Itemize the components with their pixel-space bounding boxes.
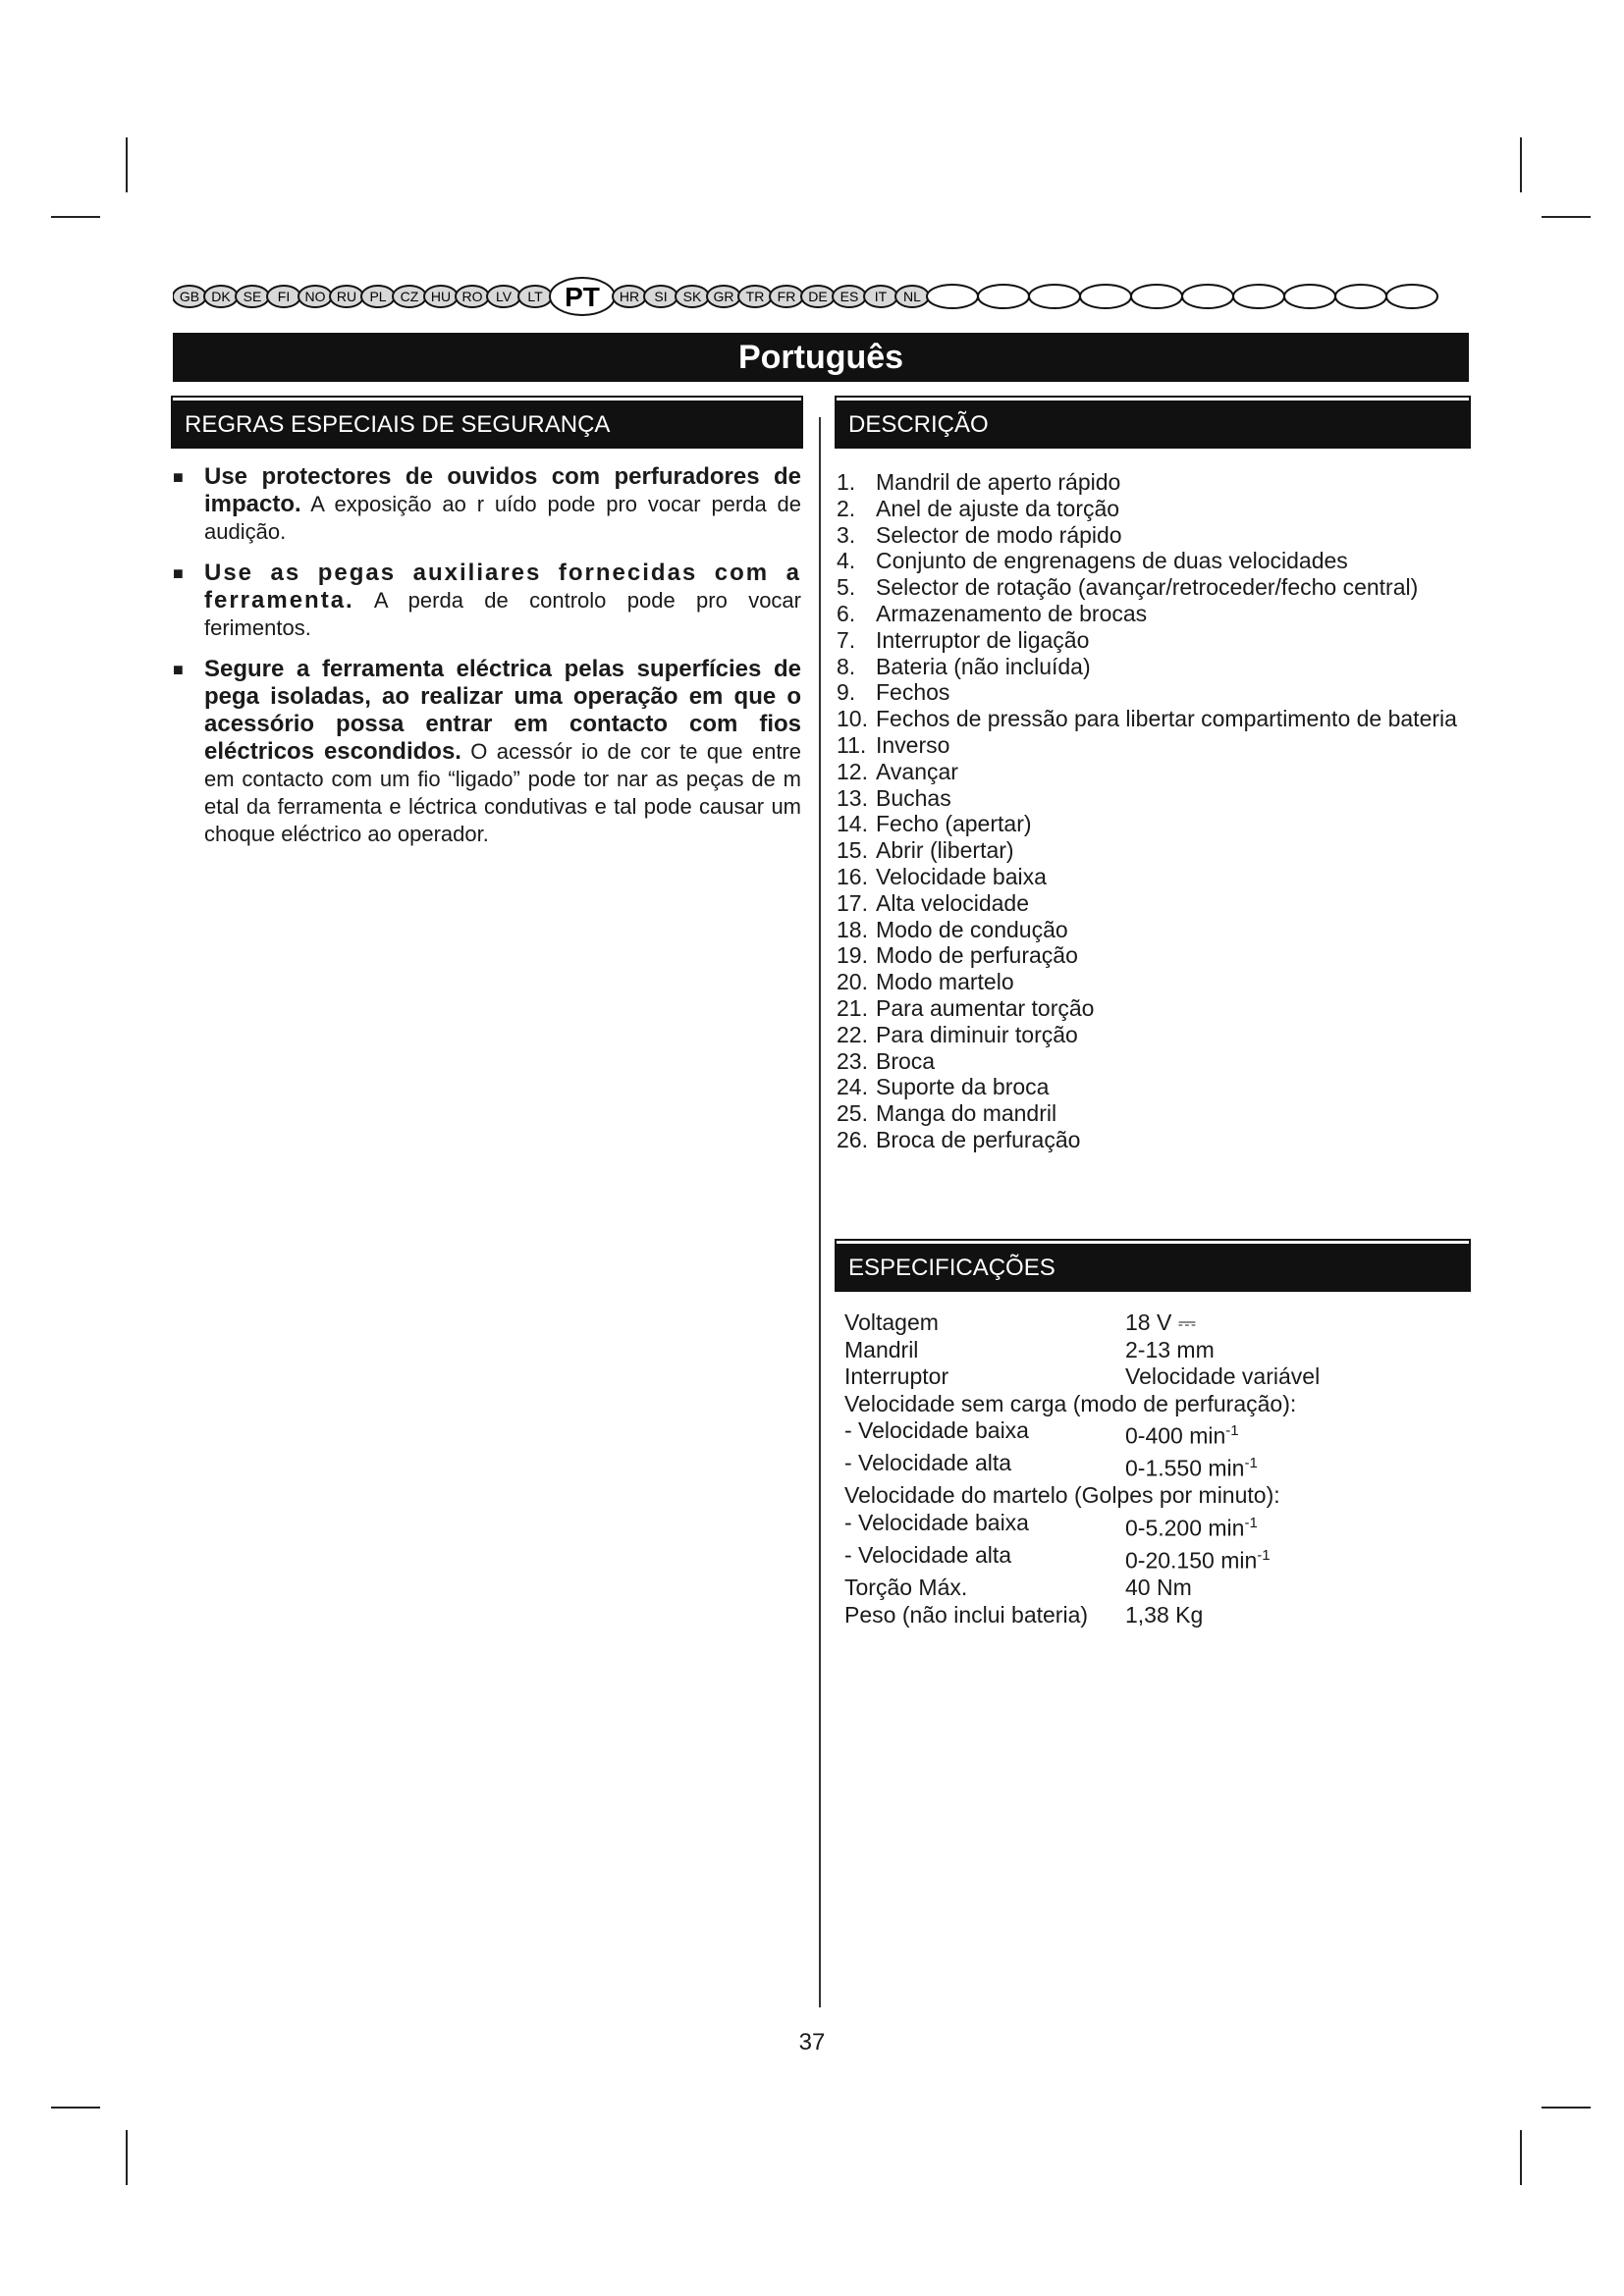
language-tab-empty: [1335, 285, 1386, 308]
spec-row: [844, 1450, 1473, 1482]
spec-row: [844, 1602, 1473, 1629]
spec-row: [844, 1482, 1473, 1510]
crop-mark: [1542, 2107, 1591, 2109]
language-tab-fr: [770, 286, 803, 307]
language-tab-empty: [1131, 285, 1182, 308]
safety-rules: [173, 463, 801, 862]
language-tab-pl: [361, 286, 395, 307]
description-item: [837, 917, 1465, 943]
crop-mark: [126, 2130, 128, 2185]
description-item: [837, 1048, 1465, 1075]
item-number: 11.: [837, 731, 867, 758]
crop-mark: [1520, 2130, 1522, 2185]
item-number: 10.: [837, 706, 868, 732]
item-number: 26.: [837, 1126, 868, 1152]
language-code: LV: [495, 289, 513, 304]
item-text: Velocidade baixa: [876, 863, 1047, 889]
spec-label: Torção Máx.: [844, 1575, 968, 1601]
spec-row: [844, 1542, 1473, 1575]
item-text: Selector de modo rápido: [876, 521, 1122, 548]
spec-value: 0-5.200 $\min^{-1}$: [1125, 1514, 1258, 1541]
spec-value: Velocidade variável: [1125, 1363, 1321, 1389]
description-item: [837, 654, 1465, 680]
language-tab-dk: [204, 286, 238, 307]
description-item: [837, 864, 1465, 890]
language-tab-lv: [487, 286, 520, 307]
language-selector: [173, 277, 1469, 316]
description-item: [837, 1127, 1465, 1153]
language-code: DE: [808, 289, 828, 304]
description-item: [837, 706, 1465, 732]
section-heading-specifications: ESPECIFICAÇÕES: [837, 1241, 1469, 1290]
page-number: 37: [798, 2029, 826, 2056]
item-number: 18.: [837, 916, 868, 942]
column-divider: [819, 417, 821, 2007]
item-text: Inverso: [876, 731, 950, 758]
description-item: [837, 1074, 1465, 1100]
language-tab-empty: [1080, 285, 1131, 308]
language-tab-hu: [424, 286, 458, 307]
language-code: ES: [839, 289, 859, 304]
item-text: Para aumentar torção: [876, 994, 1095, 1021]
spec-row: [844, 1309, 1473, 1337]
language-tab-empty: [1029, 285, 1080, 308]
spec-value: 40 Nm: [1125, 1575, 1192, 1601]
spec-label: Voltagem: [844, 1309, 939, 1335]
spec-label: Interruptor: [844, 1363, 949, 1389]
item-number: 20.: [837, 969, 868, 995]
language-tab-nl: [895, 286, 929, 307]
item-number: 8.: [837, 653, 856, 679]
item-number: 7.: [837, 626, 856, 653]
spec-value: 0-400 $\min^{-1}$: [1125, 1422, 1239, 1449]
language-code: SE: [243, 289, 262, 304]
spec-row: [844, 1417, 1473, 1450]
language-code: SI: [654, 289, 668, 304]
item-text: Conjunto de engrenagens de duas velocidades: [876, 548, 1348, 574]
safety-rule: [173, 560, 801, 642]
item-text: Interruptor de ligação: [876, 626, 1090, 653]
item-number: 14.: [837, 811, 868, 837]
item-text: Selector de rotação (avançar/retroceder/fecho central): [876, 574, 1419, 601]
bullet-icon: ■: [173, 563, 184, 583]
item-number: 15.: [837, 837, 868, 864]
item-text: Mandril de aperto rápido: [876, 469, 1121, 495]
item-number: 25.: [837, 1100, 868, 1127]
item-number: 17.: [837, 889, 868, 916]
spec-row: [844, 1337, 1473, 1364]
spec-label: - Velocidade baixa: [844, 1417, 1029, 1443]
description-item: [837, 679, 1465, 706]
language-tab-es: [833, 286, 866, 307]
language-tab-it: [864, 286, 897, 307]
spec-label: Mandril: [844, 1336, 919, 1362]
item-text: Modo de perfuração: [876, 942, 1078, 969]
item-number: 13.: [837, 784, 868, 811]
item-number: 1.: [837, 469, 856, 495]
description-item: [837, 759, 1465, 785]
item-text: Fecho (apertar): [876, 811, 1032, 837]
bullet-icon: ■: [173, 660, 184, 679]
crop-mark: [51, 2107, 100, 2109]
spec-row: [844, 1510, 1473, 1542]
crop-mark: [1520, 137, 1522, 192]
section-heading-safety: REGRAS ESPECIAIS DE SEGURANÇA: [173, 398, 801, 447]
item-text: Avançar: [876, 758, 958, 784]
item-text: Modo de condução: [876, 916, 1068, 942]
item-text: Buchas: [876, 784, 951, 811]
description-item: [837, 548, 1465, 574]
language-code: LT: [527, 289, 543, 304]
language-tab-empty: [1284, 285, 1335, 308]
crop-mark: [1542, 216, 1591, 218]
language-tab-hr: [613, 286, 646, 307]
spec-value: 2-13 mm: [1125, 1336, 1215, 1362]
spec-value: 1,38 Kg: [1125, 1601, 1204, 1628]
safety-rule: [173, 656, 801, 848]
item-number: 6.: [837, 600, 856, 626]
item-text: Alta velocidade: [876, 889, 1029, 916]
bullet-icon: ■: [173, 467, 184, 487]
spec-value: 0-1.550 $\min^{-1}$: [1125, 1455, 1258, 1481]
language-tab-de: [801, 286, 835, 307]
language-tab-cz: [393, 286, 426, 307]
item-number: 22.: [837, 1021, 868, 1047]
description-item: [837, 496, 1465, 522]
language-code: RU: [336, 289, 357, 304]
language-code: TR: [745, 289, 765, 304]
item-number: 5.: [837, 574, 856, 601]
item-text: Anel de ajuste da torção: [876, 495, 1120, 521]
rule-text: A exposição ao r uído pode pro vocar perda de audição.: [204, 492, 801, 544]
spec-value: 18 V ⎓: [1125, 1309, 1197, 1335]
language-tab-empty: [1386, 285, 1437, 308]
description-item: [837, 811, 1465, 837]
language-code: IT: [874, 289, 888, 304]
item-number: 19.: [837, 942, 868, 969]
description-item: [837, 469, 1465, 496]
language-code: RO: [461, 289, 483, 304]
item-number: 21.: [837, 994, 868, 1021]
language-tab-tr: [738, 286, 772, 307]
item-text: Broca de perfuração: [876, 1126, 1081, 1152]
spec-subheading: Velocidade sem carga (modo de perfuração):: [844, 1390, 1297, 1416]
page-title: Português: [173, 333, 1469, 382]
description-item: [837, 785, 1465, 812]
language-code: DK: [211, 289, 231, 304]
specifications-table: [844, 1309, 1473, 1629]
item-number: 4.: [837, 548, 856, 574]
description-item: [837, 1100, 1465, 1127]
description-item: [837, 574, 1465, 601]
crop-mark: [126, 137, 128, 192]
description-item: [837, 942, 1465, 969]
language-tab-gb: [173, 286, 206, 307]
item-text: Para diminuir torção: [876, 1021, 1078, 1047]
item-text: Manga do mandril: [876, 1100, 1057, 1127]
item-text: Fechos de pressão para libertar compartimento de bateria: [876, 706, 1457, 732]
language-code: CZ: [400, 289, 419, 304]
language-code: FI: [277, 289, 291, 304]
language-tab-gr: [707, 286, 740, 307]
description-item: [837, 837, 1465, 864]
rule-emphasis: Use protectores de ouvidos com perfuradores de impacto.: [204, 463, 801, 517]
language-code: HR: [619, 289, 640, 304]
description-item: [837, 732, 1465, 759]
item-number: 9.: [837, 679, 856, 706]
language-code: NO: [304, 289, 326, 304]
language-tab-empty: [927, 285, 978, 308]
item-text: Modo martelo: [876, 969, 1014, 995]
item-text: Bateria (não incluída): [876, 653, 1091, 679]
language-tab-ru: [330, 286, 363, 307]
language-code: SK: [682, 289, 702, 304]
description-item: [837, 601, 1465, 627]
spec-label: - Velocidade baixa: [844, 1509, 1029, 1535]
language-code: NL: [903, 289, 921, 304]
language-code: GR: [713, 289, 734, 304]
language-tab-sk: [676, 286, 709, 307]
spec-label: - Velocidade alta: [844, 1450, 1012, 1476]
item-number: 3.: [837, 521, 856, 548]
item-number: 23.: [837, 1047, 868, 1074]
language-tab-no: [298, 286, 332, 307]
item-number: 12.: [837, 758, 868, 784]
rule-text: O acessór io de cor te que entre em contacto com um fio “ligado” pode tor nar as peças de m etal da ferramenta e léctrica condutivas e tal pode causar um choque eléctrico ao operador.: [204, 739, 801, 846]
language-tab-empty: [978, 285, 1029, 308]
item-text: Broca: [876, 1047, 936, 1074]
language-code: GB: [179, 289, 200, 304]
language-tab-se: [236, 286, 269, 307]
language-tab-pt: [550, 278, 615, 315]
description-item: [837, 1022, 1465, 1048]
item-text: Fechos: [876, 679, 950, 706]
item-number: 2.: [837, 495, 856, 521]
spec-row: [844, 1575, 1473, 1602]
description-list: [837, 469, 1465, 1153]
safety-rule: [173, 463, 801, 546]
language-tab-empty: [1182, 285, 1233, 308]
spec-label: - Velocidade alta: [844, 1541, 1012, 1568]
spec-subheading: Velocidade do martelo (Golpes por minuto):: [844, 1482, 1280, 1509]
item-text: Suporte da broca: [876, 1074, 1050, 1100]
section-heading-description: DESCRIÇÃO: [837, 398, 1469, 447]
item-text: Abrir (libertar): [876, 837, 1014, 864]
item-text: Armazenamento de brocas: [876, 600, 1148, 626]
description-item: [837, 627, 1465, 654]
description-item: [837, 522, 1465, 549]
language-code: HU: [430, 289, 452, 304]
crop-mark: [51, 216, 100, 218]
spec-row: [844, 1363, 1473, 1391]
spec-label: Peso (não inclui bateria): [844, 1601, 1089, 1628]
rule-text: A perda de controlo pode pro vocar ferimentos.: [204, 588, 801, 640]
language-tab-fi: [267, 286, 300, 307]
language-tab-ro: [456, 286, 489, 307]
language-code: PT: [565, 282, 600, 312]
language-tab-si: [644, 286, 677, 307]
spec-value: 0-20.150 $\min^{-1}$: [1125, 1546, 1271, 1574]
item-number: 16.: [837, 863, 868, 889]
spec-row: [844, 1391, 1473, 1418]
item-number: 24.: [837, 1074, 868, 1100]
language-code: FR: [777, 289, 796, 304]
rule-emphasis: Use as pegas auxiliares fornecidas com a ferramenta.: [204, 560, 801, 614]
language-tab-empty: [1233, 285, 1284, 308]
language-code: PL: [369, 289, 387, 304]
description-item: [837, 995, 1465, 1022]
language-tab-lt: [518, 286, 552, 307]
description-item: [837, 890, 1465, 917]
rule-emphasis: Segure a ferramenta eléctrica pelas superfícies de pega isoladas, ao realizar uma operação em que o acessório possa entrar em contacto com fios eléctricos escondidos.: [204, 656, 801, 765]
description-item: [837, 969, 1465, 995]
